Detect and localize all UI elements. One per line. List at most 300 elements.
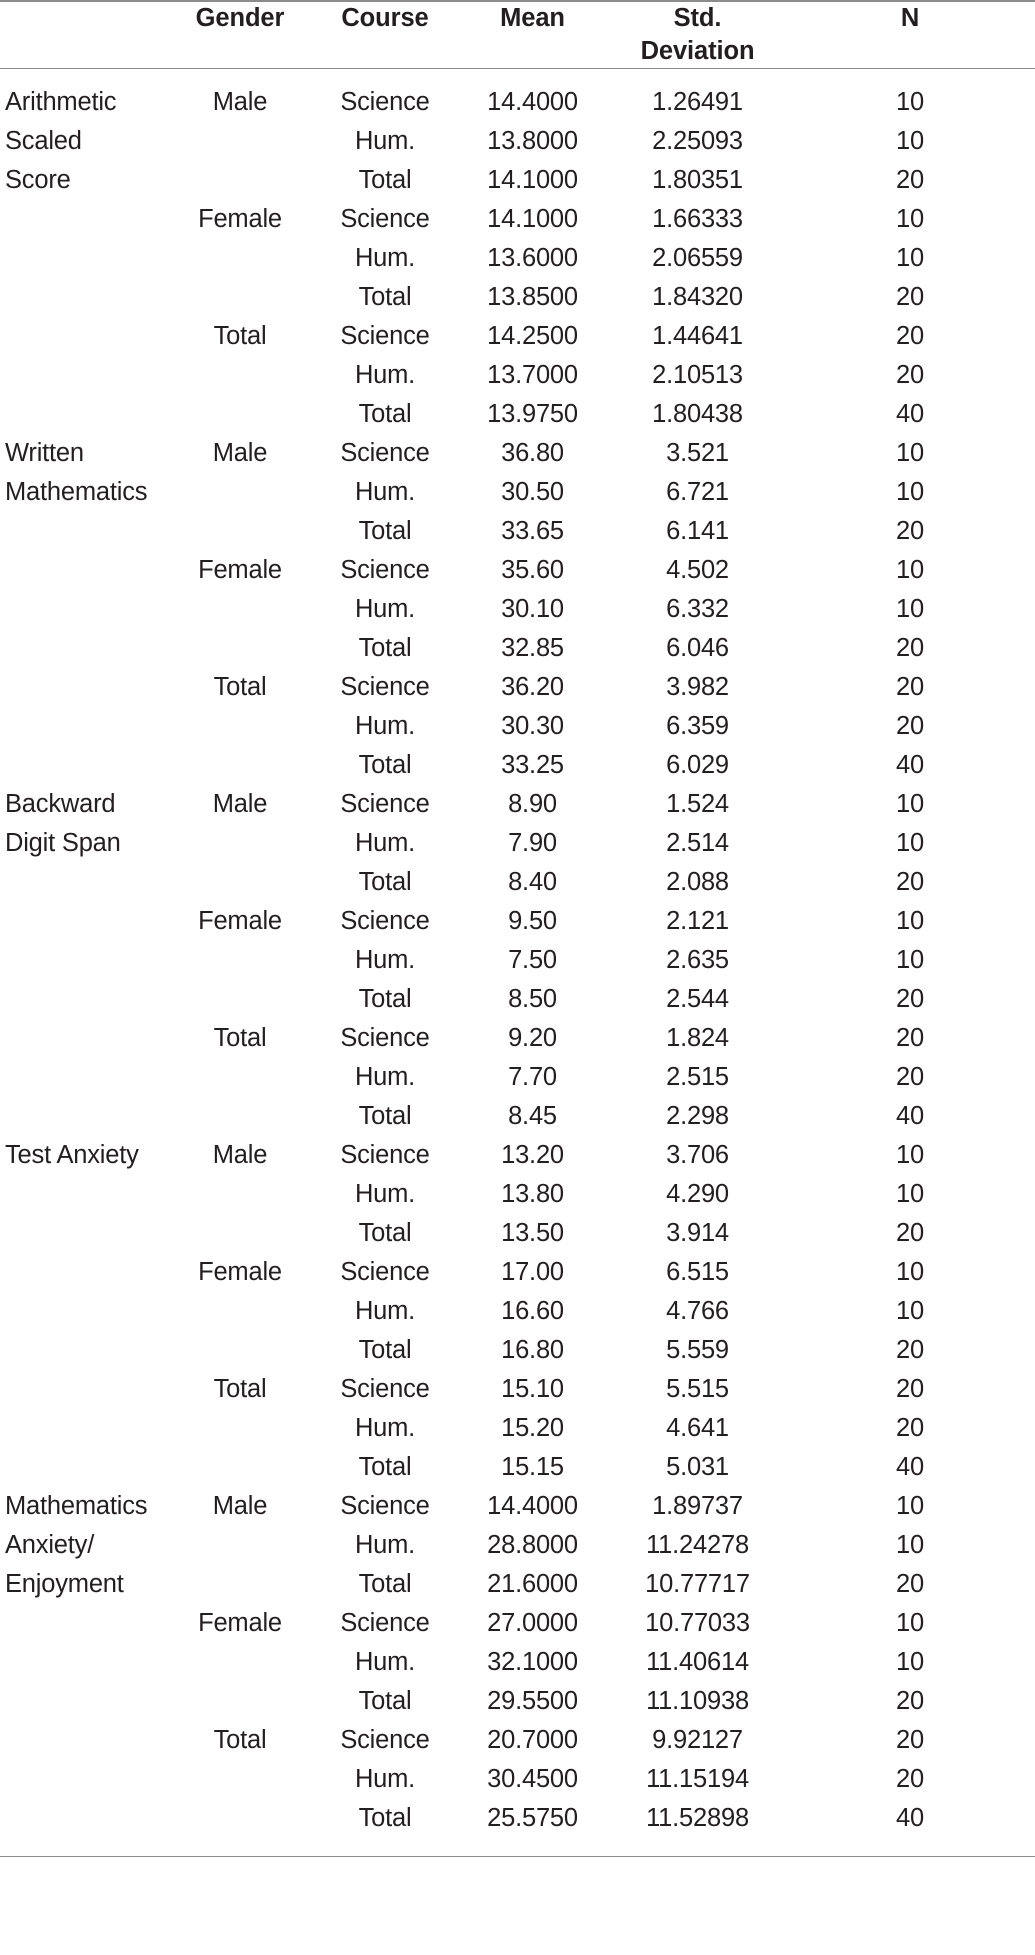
course-cell: Hum. [354,127,416,155]
sd-cell: 1.26491 [652,88,743,116]
gender-cell [165,1565,315,1604]
mean-cell: 15.10 [501,1375,564,1403]
course-cell: Science [340,1609,430,1637]
n-cell: 40 [896,400,924,428]
measure-label [0,1448,165,1487]
table-row [0,785,1035,824]
n-cell: 10 [896,1141,924,1169]
table-row [0,668,1035,707]
course-cell: Total [358,283,412,311]
n-cell: 10 [896,127,924,155]
gender-cell: Female [198,907,282,935]
gender-cell: Female [198,556,282,584]
measure-label [0,941,165,980]
gender-cell [165,1409,315,1448]
gender-cell [165,590,315,629]
mean-cell: 14.4000 [487,88,578,116]
course-cell: Science [340,439,430,467]
measure-label [0,200,165,239]
n-cell: 40 [896,1102,924,1130]
course-cell: Hum. [354,1180,416,1208]
mean-cell: 33.65 [501,517,564,545]
course-cell: Hum. [354,361,416,389]
course-cell: Total [358,868,412,896]
sd-cell: 5.031 [666,1453,729,1481]
n-cell: 20 [896,517,924,545]
sd-cell: 1.824 [666,1024,729,1052]
mean-cell: 13.20 [501,1141,564,1169]
mean-cell: 14.2500 [487,322,578,350]
measure-label [0,668,165,707]
n-cell: 20 [896,634,924,662]
n-cell: 20 [896,1063,924,1091]
gender-cell: Female [198,205,282,233]
n-cell: 10 [896,1531,924,1559]
sd-cell: 1.80351 [652,166,743,194]
mean-cell: 8.40 [508,868,557,896]
mean-cell: 8.45 [508,1102,557,1130]
mean-cell: 30.30 [501,712,564,740]
table-row [0,1136,1035,1175]
table-row [0,980,1035,1019]
mean-cell: 29.5500 [487,1687,578,1715]
sd-cell: 11.52898 [646,1804,749,1832]
table-row [0,707,1035,746]
table-row [0,629,1035,668]
n-cell: 20 [896,1336,924,1364]
table-row [0,1370,1035,1409]
mean-cell: 13.6000 [487,244,578,272]
sd-cell: 6.359 [666,712,729,740]
measure-label: Written [5,439,84,467]
table-row [0,1331,1035,1370]
n-cell: 20 [896,1024,924,1052]
n-cell: 10 [896,1492,924,1520]
course-cell: Science [340,1258,430,1286]
mean-cell: 13.8000 [487,127,578,155]
table-row [0,1487,1035,1526]
n-cell: 20 [896,1219,924,1247]
n-cell: 10 [896,1648,924,1676]
n-cell: 20 [896,166,924,194]
sd-cell: 6.029 [666,751,729,779]
n-cell: 20 [896,1375,924,1403]
header-body-spacer [0,69,1035,84]
gender-cell [165,1214,315,1253]
course-cell: Science [340,1492,430,1520]
column-header-course: Course [341,4,429,32]
table-row [0,1721,1035,1760]
measure-label [0,1760,165,1799]
n-cell: 20 [896,322,924,350]
mean-cell: 20.7000 [487,1726,578,1754]
mean-cell: 7.90 [508,829,557,857]
gender-cell [165,161,315,200]
course-cell: Hum. [354,478,416,506]
gender-cell: Male [212,439,268,467]
measure-label [0,317,165,356]
n-cell: 20 [896,1570,924,1598]
gender-cell: Total [213,673,267,701]
gender-cell: Male [212,1492,268,1520]
n-cell: 10 [896,790,924,818]
gender-cell: Male [212,88,268,116]
course-cell: Science [340,205,430,233]
measure-label [0,1682,165,1721]
mean-cell: 13.8500 [487,283,578,311]
mean-cell: 13.50 [501,1219,564,1247]
column-header-std-deviation [610,2,785,68]
sd-cell: 2.088 [666,868,729,896]
gender-cell [165,356,315,395]
measure-label [0,1214,165,1253]
measure-label [0,863,165,902]
n-cell: 20 [896,1726,924,1754]
mean-cell: 8.90 [508,790,557,818]
n-cell: 20 [896,1687,924,1715]
gender-cell [165,707,315,746]
gender-cell [165,1292,315,1331]
mean-cell: 32.85 [501,634,564,662]
course-cell: Science [340,1726,430,1754]
mean-cell: 7.70 [508,1063,557,1091]
measure-label: Mathematics [5,1492,148,1520]
measure-label: Test Anxiety [5,1141,139,1169]
sd-cell: 2.25093 [652,127,743,155]
sd-cell: 4.766 [666,1297,729,1325]
table-row [0,473,1035,512]
table-row [0,395,1035,434]
sd-cell: 11.10938 [646,1687,749,1715]
n-cell: 20 [896,868,924,896]
mean-cell: 35.60 [501,556,564,584]
measure-label [0,902,165,941]
gender-cell [165,1331,315,1370]
table-row [0,1604,1035,1643]
mean-cell: 9.50 [508,907,557,935]
gender-cell [165,395,315,434]
gender-cell [165,1097,315,1136]
course-cell: Hum. [354,1531,416,1559]
table-row [0,278,1035,317]
n-cell: 10 [896,244,924,272]
column-header-std-deviation-line1: Std. [673,4,722,32]
gender-cell [165,512,315,551]
table-row [0,161,1035,200]
n-cell: 20 [896,673,924,701]
n-cell: 20 [896,283,924,311]
course-cell: Total [358,1102,412,1130]
course-cell: Science [340,88,430,116]
course-cell: Total [358,634,412,662]
course-cell: Total [358,400,412,428]
course-cell: Total [358,985,412,1013]
table-row [0,317,1035,356]
mean-cell: 25.5750 [487,1804,578,1832]
gender-cell [165,1526,315,1565]
sd-cell: 3.982 [666,673,729,701]
mean-cell: 13.80 [501,1180,564,1208]
mean-cell: 21.6000 [487,1570,578,1598]
table-row [0,1019,1035,1058]
course-cell: Total [358,1219,412,1247]
gender-cell [165,863,315,902]
gender-cell [165,1799,315,1838]
course-cell: Hum. [354,1765,416,1793]
n-cell: 20 [896,361,924,389]
table-row [0,1409,1035,1448]
sd-cell: 6.046 [666,634,729,662]
mean-cell: 16.80 [501,1336,564,1364]
sd-cell: 2.121 [666,907,729,935]
course-cell: Hum. [354,244,416,272]
mean-cell: 14.1000 [487,166,578,194]
gender-cell [165,980,315,1019]
measure-label [0,1175,165,1214]
gender-cell: Total [213,322,267,350]
gender-cell [165,746,315,785]
measure-label [0,746,165,785]
measure-label [0,1643,165,1682]
measure-label [0,1253,165,1292]
table-row [0,512,1035,551]
course-cell: Science [340,1141,430,1169]
measure-label [0,551,165,590]
measure-label [0,1370,165,1409]
n-cell: 10 [896,595,924,623]
sd-cell: 5.515 [666,1375,729,1403]
course-cell: Science [340,907,430,935]
gender-cell: Female [198,1258,282,1286]
sd-cell: 2.544 [666,985,729,1013]
mean-cell: 15.15 [501,1453,564,1481]
sd-cell: 2.515 [666,1063,729,1091]
course-cell: Total [358,1687,412,1715]
course-cell: Science [340,790,430,818]
gender-cell [165,1643,315,1682]
sd-cell: 2.10513 [652,361,743,389]
n-cell: 10 [896,1297,924,1325]
course-cell: Hum. [354,1297,416,1325]
sd-cell: 10.77033 [645,1609,750,1637]
measure-label [0,1019,165,1058]
measure-label [0,1799,165,1838]
column-header-std-deviation-line2: Deviation [640,37,755,65]
gender-cell: Male [212,790,268,818]
mean-cell: 14.1000 [487,205,578,233]
course-cell: Total [358,1570,412,1598]
table-row [0,356,1035,395]
course-cell: Hum. [354,595,416,623]
column-header-label [0,2,165,68]
n-cell: 10 [896,1258,924,1286]
sd-cell: 1.524 [666,790,729,818]
table-row [0,1253,1035,1292]
gender-cell [165,122,315,161]
table-row [0,1526,1035,1565]
measure-label: Anxiety/ [5,1531,95,1559]
measure-label [0,707,165,746]
mean-cell: 13.7000 [487,361,578,389]
table-bottom-rule [0,1857,1035,1858]
column-header-n: N [900,4,920,32]
mean-cell: 28.8000 [487,1531,578,1559]
measure-label [0,356,165,395]
sd-cell: 11.15194 [646,1765,749,1793]
measure-label [0,1604,165,1643]
measure-label [0,1331,165,1370]
body-footer-spacer [0,1838,1035,1857]
mean-cell: 32.1000 [487,1648,578,1676]
measure-label: Mathematics [5,478,148,506]
course-cell: Science [340,556,430,584]
mean-cell: 17.00 [501,1258,564,1286]
mean-cell: 13.9750 [487,400,578,428]
measure-label: Enjoyment [5,1570,124,1598]
n-cell: 10 [896,829,924,857]
measure-label: Digit Span [5,829,121,857]
table-row [0,1214,1035,1253]
measure-label [0,1292,165,1331]
measure-label [0,1097,165,1136]
n-cell: 10 [896,1609,924,1637]
gender-cell [165,824,315,863]
gender-cell: Total [213,1024,267,1052]
gender-cell [165,1448,315,1487]
course-cell: Hum. [354,1648,416,1676]
table-row [0,590,1035,629]
sd-cell: 11.40614 [646,1648,749,1676]
n-cell: 10 [896,205,924,233]
table-row [0,1058,1035,1097]
mean-cell: 27.0000 [487,1609,578,1637]
header-row [0,2,1035,68]
sd-cell: 3.521 [666,439,729,467]
course-cell: Total [358,517,412,545]
course-cell: Science [340,322,430,350]
gender-cell: Female [198,1609,282,1637]
sd-cell: 1.66333 [652,205,743,233]
gender-cell [165,278,315,317]
measure-label [0,395,165,434]
gender-cell [165,941,315,980]
sd-cell: 4.290 [666,1180,729,1208]
course-cell: Hum. [354,946,416,974]
gender-cell: Total [213,1375,267,1403]
sd-cell: 4.502 [666,556,729,584]
sd-cell: 1.44641 [652,322,743,350]
sd-cell: 1.80438 [652,400,743,428]
table-row [0,239,1035,278]
n-cell: 40 [896,1804,924,1832]
gender-cell [165,629,315,668]
table-row [0,863,1035,902]
course-cell: Total [358,1336,412,1364]
n-cell: 20 [896,1765,924,1793]
table-body [0,69,1035,1858]
measure-label [0,512,165,551]
n-cell: 20 [896,712,924,740]
gender-cell [165,1760,315,1799]
mean-cell: 7.50 [508,946,557,974]
measure-label: Score [5,166,71,194]
sd-cell: 1.84320 [652,283,743,311]
course-cell: Total [358,751,412,779]
table-row [0,824,1035,863]
gender-cell: Total [213,1726,267,1754]
measure-label: Backward [5,790,116,818]
table-row [0,551,1035,590]
mean-cell: 14.4000 [487,1492,578,1520]
measure-label: Scaled [5,127,82,155]
table-row [0,902,1035,941]
measure-label [0,1409,165,1448]
table-row [0,1682,1035,1721]
course-cell: Science [340,1024,430,1052]
measure-label [0,1058,165,1097]
sd-cell: 2.514 [666,829,729,857]
sd-cell: 2.06559 [652,244,743,272]
course-cell: Total [358,1804,412,1832]
n-cell: 10 [896,1180,924,1208]
sd-cell: 2.298 [666,1102,729,1130]
n-cell: 40 [896,751,924,779]
measure-label [0,239,165,278]
table-row [0,1565,1035,1604]
course-cell: Hum. [354,712,416,740]
gender-cell [165,473,315,512]
measure-label [0,590,165,629]
course-cell: Science [340,673,430,701]
sd-cell: 6.515 [666,1258,729,1286]
mean-cell: 30.10 [501,595,564,623]
sd-cell: 10.77717 [645,1570,750,1598]
column-header-mean: Mean [500,4,565,32]
mean-cell: 33.25 [501,751,564,779]
n-cell: 10 [896,907,924,935]
sd-cell: 5.559 [666,1336,729,1364]
course-cell: Total [358,1453,412,1481]
course-cell: Hum. [354,1414,416,1442]
table-row [0,1448,1035,1487]
mean-cell: 15.20 [501,1414,564,1442]
table-row [0,1175,1035,1214]
gender-cell [165,1682,315,1721]
gender-cell [165,1175,315,1214]
n-cell: 10 [896,439,924,467]
gender-cell [165,239,315,278]
sd-cell: 4.641 [666,1414,729,1442]
sd-cell: 3.706 [666,1141,729,1169]
n-cell: 40 [896,1453,924,1481]
measure-label [0,980,165,1019]
table-row [0,1799,1035,1838]
table-row [0,83,1035,122]
column-header-gender: Gender [195,4,285,32]
gender-cell: Male [212,1141,268,1169]
sd-cell: 3.914 [666,1219,729,1247]
course-cell: Hum. [354,829,416,857]
n-cell: 10 [896,556,924,584]
measure-label [0,1721,165,1760]
table-row [0,1760,1035,1799]
measure-label: Arithmetic [5,88,117,116]
sd-cell: 6.141 [666,517,729,545]
table-header [0,1,1035,69]
sd-cell: 2.635 [666,946,729,974]
table-row [0,200,1035,239]
sd-cell: 11.24278 [646,1531,749,1559]
